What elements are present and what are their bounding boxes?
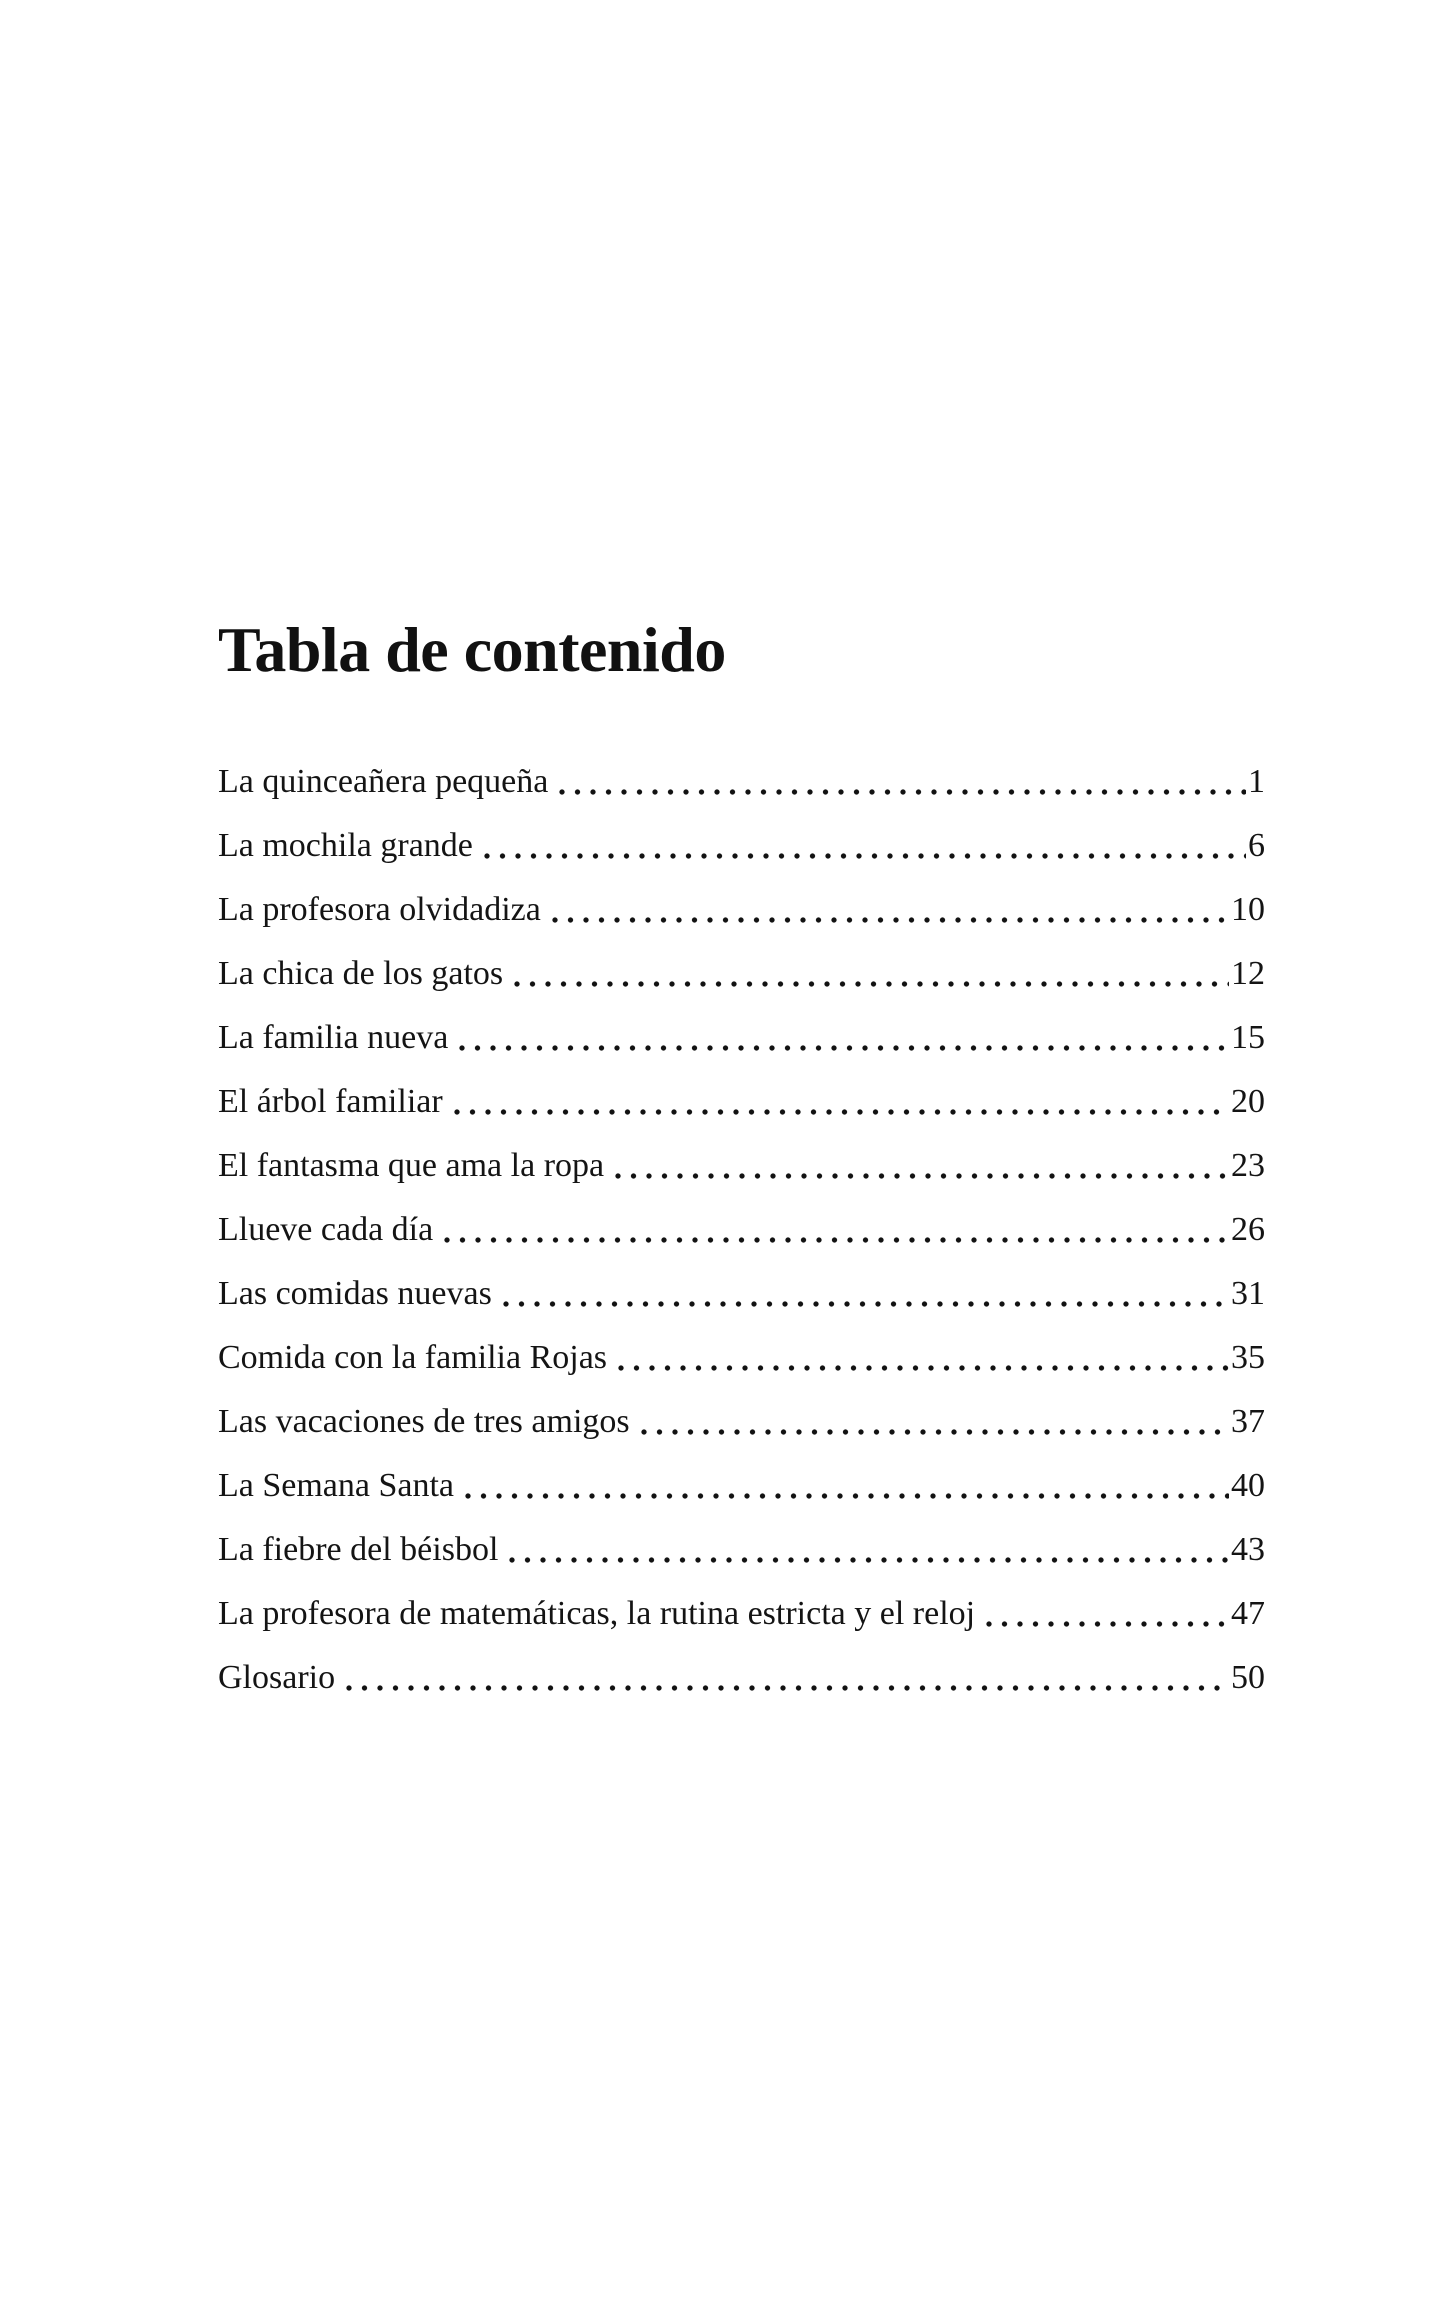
toc-leader-dots: [547, 878, 1229, 942]
toc-entry: [218, 814, 1265, 878]
toc-leader-dots: [554, 750, 1246, 814]
toc-entry-label: Las comidas nuevas: [218, 1275, 492, 1312]
toc-leader-dots: [509, 942, 1229, 1006]
toc-leader-dots: [613, 1326, 1229, 1390]
toc-entry-page: 35: [1231, 1339, 1265, 1376]
toc-entry-page: 20: [1231, 1083, 1265, 1120]
toc-entry-page: 40: [1231, 1467, 1265, 1504]
toc-leader-dots: [454, 1006, 1229, 1070]
toc-entry-label: La mochila grande: [218, 827, 473, 864]
toc-entry-page: 23: [1231, 1147, 1265, 1184]
toc-entry-page: 12: [1231, 955, 1265, 992]
toc-entry: [218, 1134, 1265, 1198]
toc-entry: [218, 1070, 1265, 1134]
toc-entry-page: 47: [1231, 1595, 1265, 1632]
toc-leader-dots: [460, 1454, 1229, 1518]
toc-entry: [218, 1006, 1265, 1070]
toc-entry-label: La profesora olvidadiza: [218, 891, 541, 928]
toc-entry: [218, 1646, 1265, 1710]
toc-entry: [218, 1198, 1265, 1262]
page-title: Tabla de contenido: [218, 614, 726, 685]
toc-entry-label: La chica de los gatos: [218, 955, 504, 992]
toc-list: [218, 750, 1265, 1710]
toc-leader-dots: [498, 1262, 1229, 1326]
toc-entry: [218, 942, 1265, 1006]
toc-entry: [218, 1326, 1265, 1390]
toc-leader-dots: [981, 1582, 1229, 1646]
toc-entry-page: 10: [1231, 891, 1265, 928]
toc-entry-page: 37: [1231, 1403, 1265, 1440]
toc-entry: [218, 1262, 1265, 1326]
toc-entry-page: 31: [1231, 1275, 1265, 1312]
toc-entry: [218, 1518, 1265, 1582]
toc-leader-dots: [479, 814, 1246, 878]
toc-entry-page: 43: [1231, 1531, 1265, 1568]
toc-entry-label: La fiebre del béisbol: [218, 1531, 499, 1568]
toc-entry-page: 1: [1248, 763, 1265, 800]
toc-entry: [218, 1454, 1265, 1518]
toc-entry-label: Glosario: [218, 1659, 336, 1696]
toc-entry-label: Las vacaciones de tres amigos: [218, 1403, 630, 1440]
toc-leader-dots: [449, 1070, 1229, 1134]
toc-entry: [218, 1582, 1265, 1646]
toc-entry-page: 26: [1231, 1211, 1265, 1248]
toc-entry-label: Comida con la familia Rojas: [218, 1339, 608, 1376]
toc-leader-dots: [341, 1646, 1229, 1710]
toc-entry: [218, 1390, 1265, 1454]
toc-entry-label: Llueve cada día: [218, 1211, 434, 1248]
toc-entry: [218, 750, 1265, 814]
toc-entry-label: La Semana Santa: [218, 1467, 455, 1504]
toc-leader-dots: [439, 1198, 1229, 1262]
toc-entry-label: La quinceañera pequeña: [218, 763, 549, 800]
toc-entry: [218, 878, 1265, 942]
toc-entry-label: El fantasma que ama la ropa: [218, 1147, 605, 1184]
toc-entry-page: 50: [1231, 1659, 1265, 1696]
toc-leader-dots: [610, 1134, 1229, 1198]
toc-entry-page: 6: [1248, 827, 1265, 864]
toc-entry-label: El árbol familiar: [218, 1083, 443, 1120]
toc-leader-dots: [636, 1390, 1229, 1454]
toc-entry-label: La profesora de matemáticas, la rutina estricta y el reloj: [218, 1595, 976, 1632]
toc-leader-dots: [504, 1518, 1229, 1582]
toc-entry-page: 15: [1231, 1019, 1265, 1056]
toc-entry-label: La familia nueva: [218, 1019, 449, 1056]
